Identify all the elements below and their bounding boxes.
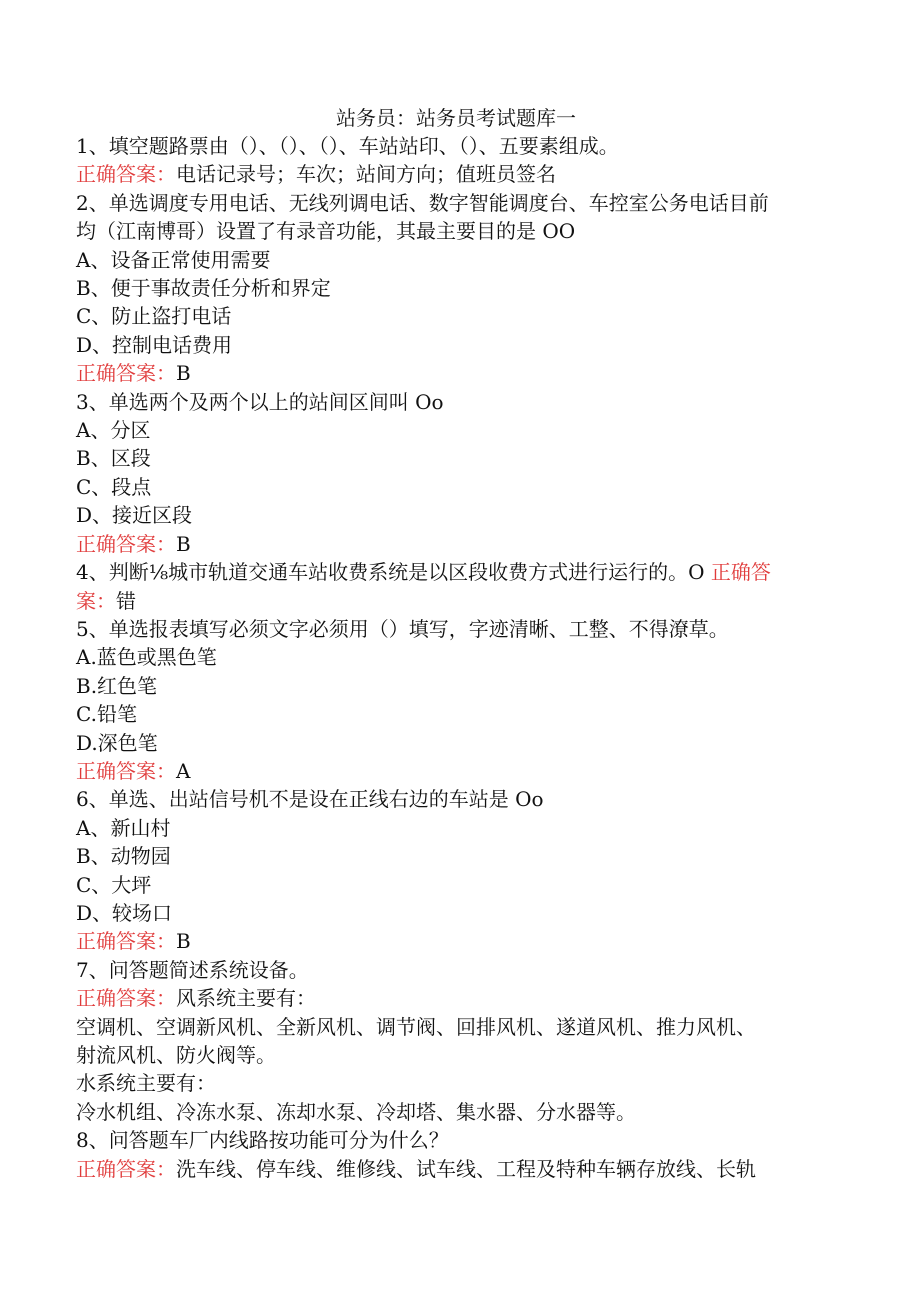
answer-value: B <box>176 929 191 954</box>
question-1: 1、填空题路票由（）、（）、（）、车站站印、（）、五要素组成。 <box>76 134 619 158</box>
question-7: 7、问答题简述系统设备。 <box>76 957 309 982</box>
answer-7-line: 冷水机组、冷冻水泵、冻却水泵、冷却塔、集水器、分水器等。 <box>76 1099 636 1124</box>
option: D、接近区段 <box>76 503 193 528</box>
option: C.铅笔 <box>76 702 137 727</box>
answer-label: 正确答案： <box>76 986 176 1011</box>
question-8: 8、问答题车厂内线路按功能可分为什么？ <box>76 1128 449 1153</box>
answer-6 <box>76 927 836 955</box>
answer-7-line: 空调机、空调新风机、全新风机、调节阀、回排风机、遂道风机、推力风机、 <box>76 1014 756 1039</box>
answer-8 <box>76 1155 836 1183</box>
answer-label-part-1: 正确答 <box>710 560 771 585</box>
answer-label: 正确答案： <box>76 162 176 187</box>
question-5: 5、单选报表填写必须文字必须用（）填写，字迹清晰、工整、不得潦草。 <box>76 616 729 641</box>
answer-value: A <box>176 758 191 783</box>
answer-4 <box>76 587 836 615</box>
question-3: 3、单选两个及两个以上的站间区间叫 Oo <box>76 389 444 414</box>
option: D.深色笔 <box>76 730 158 755</box>
option: B、动物园 <box>76 844 171 869</box>
answer-7-line: 水系统主要有： <box>76 1071 216 1096</box>
option: B、区段 <box>76 446 151 471</box>
answer-label: 正确答案： <box>76 361 176 386</box>
answer-label: 正确答案： <box>76 1156 176 1181</box>
answer-7 <box>76 984 836 1012</box>
answer-5 <box>76 757 836 785</box>
answer-label: 正确答案： <box>76 929 176 954</box>
option: A、分区 <box>76 418 151 443</box>
question-2-line-2: 均（江南博哥）设置了有录音功能，其最主要目的是 OO <box>76 219 576 244</box>
answer-label: 正确答案： <box>76 531 176 556</box>
option: D、较场口 <box>76 900 173 925</box>
answer-value: 错 <box>116 588 136 613</box>
option: A、新山村 <box>76 815 171 840</box>
option: D、控制电话费用 <box>76 332 233 357</box>
option: A、设备正常使用需要 <box>76 247 271 272</box>
option: B、便于事故责任分析和界定 <box>76 276 331 301</box>
option: C、大坪 <box>76 872 152 897</box>
answer-value: 洗车线、停车线、维修线、试车线、工程及特种车辆存放线、长轨 <box>176 1156 756 1181</box>
answer-1 <box>76 160 836 188</box>
answer-value: 风系统主要有： <box>176 986 316 1011</box>
question-4-text: 4、判断⅛城市轨道交通车站收费系统是以区段收费方式进行运行的。O <box>76 560 711 585</box>
option: C、段点 <box>76 474 152 499</box>
answer-value: 电话记录号；车次；站间方向；值班员签名 <box>176 162 556 187</box>
document-page <box>76 104 836 1183</box>
option: B.红色笔 <box>76 673 158 698</box>
answer-7-line: 射流风机、防火阀等。 <box>76 1043 276 1067</box>
page-title: 站务员：站务员考试题库一 <box>336 106 576 130</box>
answer-value: B <box>176 531 191 556</box>
answer-label-part-2: 案： <box>76 588 116 613</box>
answer-2 <box>76 359 836 387</box>
option: A.蓝色或黑色笔 <box>76 645 217 670</box>
answer-value: B <box>176 361 191 386</box>
option: C、防止盗打电话 <box>76 304 232 329</box>
question-4 <box>76 558 836 586</box>
answer-3 <box>76 530 836 558</box>
question-2-line-1: 2、单选调度专用电话、无线列调电话、数字智能调度台、车控室公务电话目前 <box>76 190 769 215</box>
answer-label: 正确答案： <box>76 758 176 783</box>
question-6: 6、单选、出站信号机不是设在正线右边的车站是 Oo <box>76 787 544 812</box>
